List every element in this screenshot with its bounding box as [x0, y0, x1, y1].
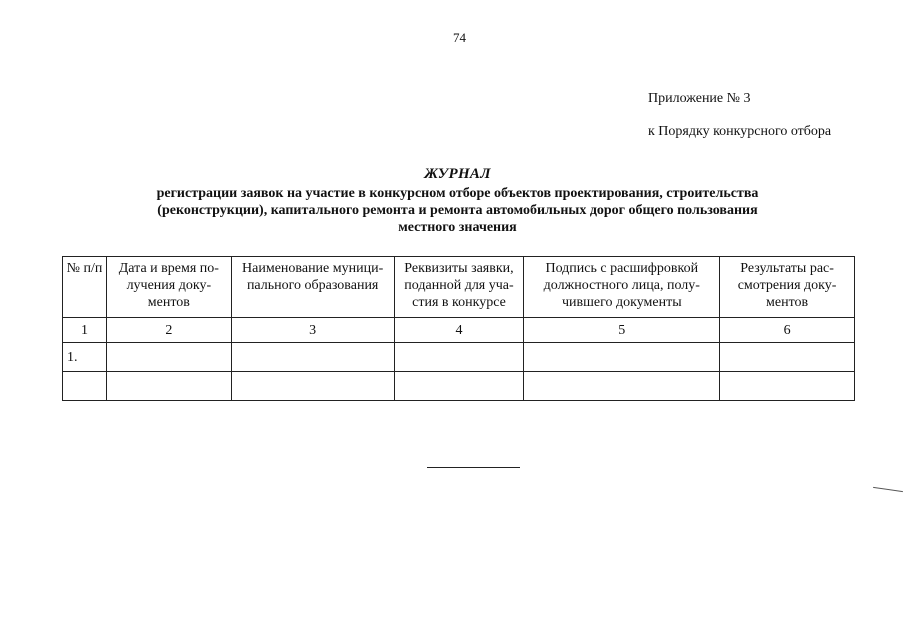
table-cell [63, 372, 107, 401]
table-row [63, 343, 855, 372]
table-cell: 1. [63, 343, 107, 372]
table-cell [720, 372, 855, 401]
subtitle-line: (реконструкции), капитального ремонта и ремонта автомобильных дорог общего пользования [157, 203, 758, 218]
table-cell [394, 343, 524, 372]
header-cell-number: № п/п [63, 257, 107, 318]
registration-journal-table [62, 256, 855, 401]
page-number: 74 [453, 30, 466, 45]
table-cell [231, 343, 394, 372]
closing-rule-divider [427, 467, 520, 468]
table-cell [106, 372, 231, 401]
scan-artifact-line [873, 487, 903, 492]
column-number-row [63, 318, 855, 343]
table-cell [720, 343, 855, 372]
column-number-cell: 3 [231, 318, 394, 343]
order-reference: к Порядку конкурсного отбора [648, 124, 832, 139]
table-cell [106, 343, 231, 372]
header-cell-signature: Подпись с расшифровкой должностного лица, полу-чившего документы [524, 257, 720, 318]
header-cell-municipality: Наименование муници-пального образования [231, 257, 394, 318]
table-row [63, 372, 855, 401]
document-title-block [60, 166, 855, 236]
appendix-label: Приложение № 3 [648, 91, 751, 106]
header-cell-results: Результаты рас-смотрения доку-ментов [720, 257, 855, 318]
document-title: ЖУРНАЛ [424, 166, 491, 182]
header-cell-application-details: Реквизиты заявки, поданной для уча-стия в конкурсе [394, 257, 524, 318]
document-subtitle [60, 185, 855, 236]
table-header-row [63, 257, 855, 318]
column-number-cell: 6 [720, 318, 855, 343]
table-cell [524, 372, 720, 401]
subtitle-line: местного значения [398, 220, 517, 235]
column-number-cell: 2 [106, 318, 231, 343]
table-cell [394, 372, 524, 401]
column-number-cell: 5 [524, 318, 720, 343]
header-cell-date: Дата и время по-лучения доку-ментов [106, 257, 231, 318]
column-number-cell: 4 [394, 318, 524, 343]
table-cell [231, 372, 394, 401]
subtitle-line: регистрации заявок на участие в конкурсном отборе объектов проектирования, строительства [156, 186, 759, 201]
table-cell [524, 343, 720, 372]
column-number-cell: 1 [63, 318, 107, 343]
